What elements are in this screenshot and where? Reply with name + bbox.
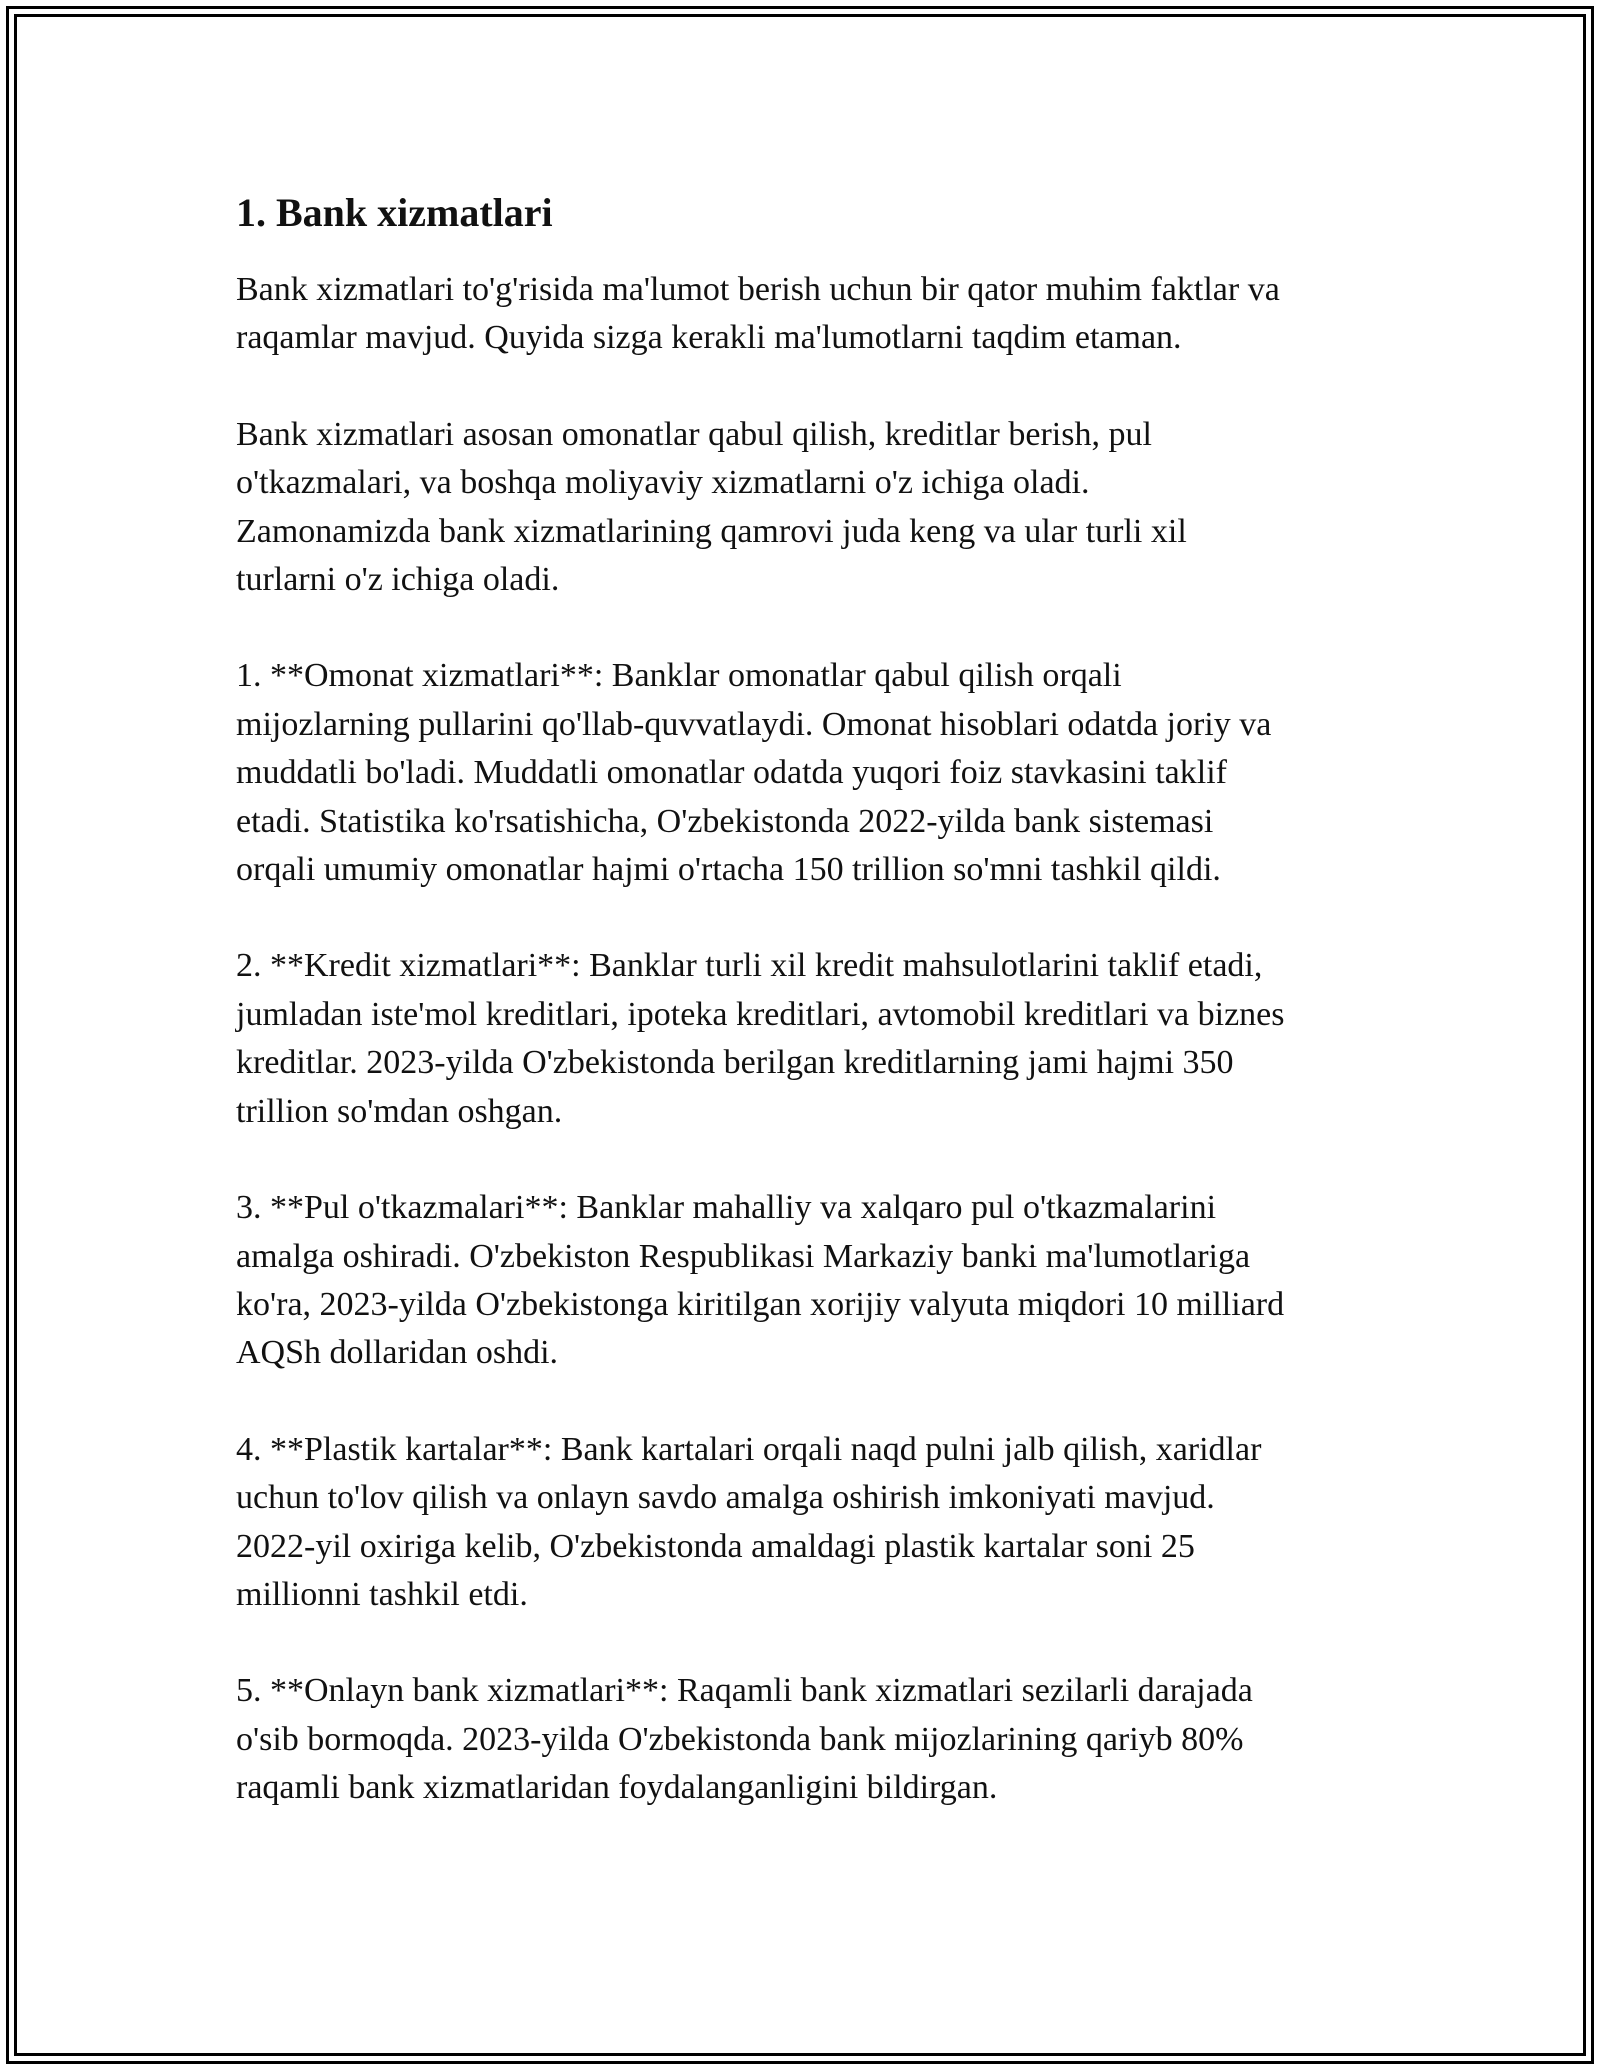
document-body [236, 186, 1386, 1861]
section-title: 1. Bank xizmatlari [236, 190, 553, 235]
intro-paragraph: Bank xizmatlari to'g'risida ma'lumot berish uchun bir qator muhim faktlar va raqamlar mavjud. Quyida sizga kerakli ma'lumotlarni taqdim etaman. [236, 271, 1280, 357]
overview-paragraph: Bank xizmatlari asosan omonatlar qabul qilish, kreditlar berish, pul o'tkazmalari, va boshqa moliyaviy xizmatlarni o'z ichiga oladi. Zamonamizda bank xizmatlarining qamrovi juda keng va ular turli xil turlarni o'z ichiga oladi. [236, 415, 1187, 599]
deposit-services-paragraph: 1. **Omonat xizmatlari**: Banklar omonatlar qabul qilish orqali mijozlarning pullarini qo'llab-quvvatlaydi. Omonat hisoblari odatda joriy va muddatli bo'ladi. Muddatli omonatlar odatda yuqori foiz stavkasini taklif etadi. Statistika ko'rsatishicha, O'zbekistonda 2022-yilda bank sistemasi orqali umumiy omonatlar hajmi o'rtacha 150 trillion so'mni tashkil qildi. [236, 657, 1272, 889]
credit-services-paragraph: 2. **Kredit xizmatlari**: Banklar turli xil kredit mahsulotlarini taklif etadi, jumladan iste'mol kreditlari, ipoteka kreditlari, avtomobil kreditlari va biznes kreditlar. 2023-yilda O'zbekistonda berilgan kreditlarning jami hajmi 350 trillion so'mdan oshgan. [236, 947, 1285, 1130]
plastic-cards-paragraph: 4. **Plastik kartalar**: Bank kartalari orqali naqd pulni jalb qilish, xaridlar uchun to'lov qilish va onlayn savdo amalga oshirish imkoniyati mavjud. 2022-yil oxiriga kelib, O'zbekistonda amaldagi plastik kartalar soni 25 millionni tashkil etdi. [236, 1430, 1262, 1613]
money-transfers-paragraph: 3. **Pul o'tkazmalari**: Banklar mahalliy va xalqaro pul o'tkazmalarini amalga oshiradi. O'zbekiston Respublikasi Markaziy banki ma'lumotlariga ko'ra, 2023-yilda O'zbekistonga kiritilgan xorijiy valyuta miqdori 10 milliard AQSh dollaridan oshdi. [236, 1189, 1285, 1372]
online-banking-paragraph: 5. **Onlayn bank xizmatlari**: Raqamli bank xizmatlari sezilarli darajada o'sib bormoqda. 2023-yilda O'zbekistonda bank mijozlarining qariyb 80% raqamli bank xizmatlaridan foydalanganligini bildirgan. [236, 1672, 1253, 1807]
